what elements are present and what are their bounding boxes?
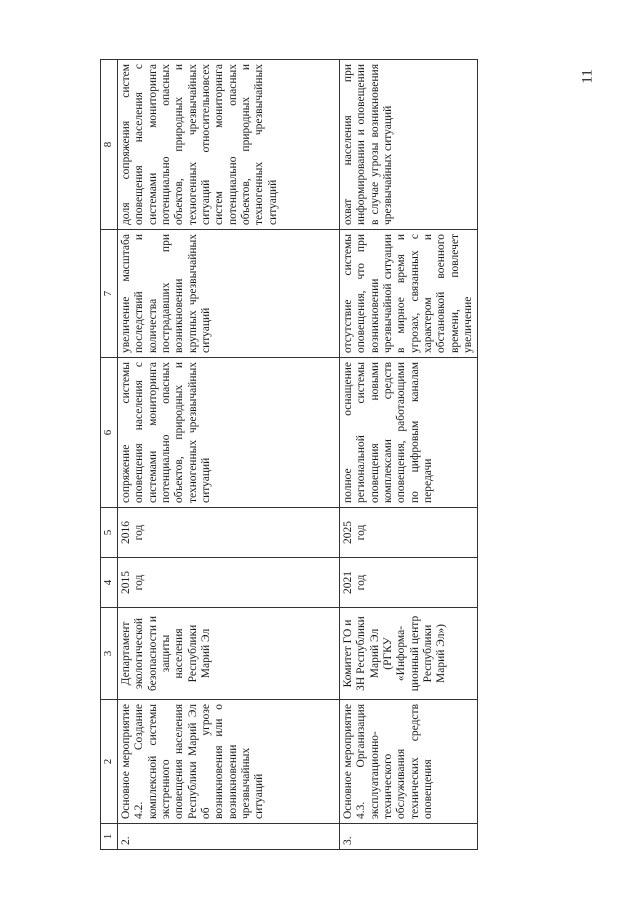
measure-name: Основное мероприятие 4.2. Создание комплексной системы экстренного оповещения населения Республики Марий Эл об угрозе возникновения или о возникновении чрезвычайных ситуаций <box>118 700 340 824</box>
expected-result: полное оснащение региональной системы оповещения новыми комплексами средств оповещения, работающими по цифровым каналам передачи <box>340 358 478 508</box>
row-number: 3. <box>340 824 478 850</box>
indicator: охват населения при информировании и оповещении в случае угрозы возникновения чрезвычайных ситуаций <box>340 60 478 230</box>
col-header-2: 2 <box>101 700 118 824</box>
header-row <box>101 60 118 850</box>
rotated-table-sheet <box>100 60 570 850</box>
end-year: 2016 год <box>118 508 340 558</box>
executor: Департамент экологической безопасности и защиты населения Республики Марий Эл <box>118 608 340 700</box>
measure-name: Основное мероприятие 4.3. Организация эксплуатационно-технического обслуживания технических средств оповещения <box>340 700 478 824</box>
col-header-5: 5 <box>101 508 118 558</box>
table-row <box>340 60 478 850</box>
col-header-6: 6 <box>101 358 118 508</box>
col-header-1: 1 <box>101 824 118 850</box>
col-header-4: 4 <box>101 558 118 608</box>
end-year: 2025 год <box>340 508 478 558</box>
executor: Комитет ГО и ЗН Республики Марий Эл (РГКУ «Информа-ционный центр Республики Марий Эл») <box>340 608 478 700</box>
measures-table <box>100 59 478 850</box>
start-year: 2021 год <box>340 558 478 608</box>
table-row <box>118 60 340 850</box>
non-implementation-consequence: увеличение масштаба последствий и количества пострадавших при возникновении крупных чрезвычайных ситуаций <box>118 230 340 358</box>
page-number: 11 <box>579 69 596 84</box>
col-header-8: 8 <box>101 60 118 230</box>
col-header-3: 3 <box>101 608 118 700</box>
non-implementation-consequence: отсутствие системы оповещения, что при возникновении чрезвычайной ситуации в мирное время и угрозах, связанных с характером и обстановкой военного времени, повлечет увеличение <box>340 230 478 358</box>
expected-result: сопряжение системы оповещения населения с системами мониторинга потенциально опасных объектов, природных и техногенных чрезвычайных ситуаций <box>118 358 340 508</box>
start-year: 2015 год <box>118 558 340 608</box>
indicator: доля сопряжения систем оповещения населения с системами мониторинга потенциально опасных объектов, природных и техногенных чрезвычайных ситуаций относительновсех систем мониторинга потенциально опасных объектов, природных и техногенных чрезвычайных ситуаций <box>118 60 340 230</box>
col-header-7: 7 <box>101 230 118 358</box>
row-number: 2. <box>118 824 340 850</box>
